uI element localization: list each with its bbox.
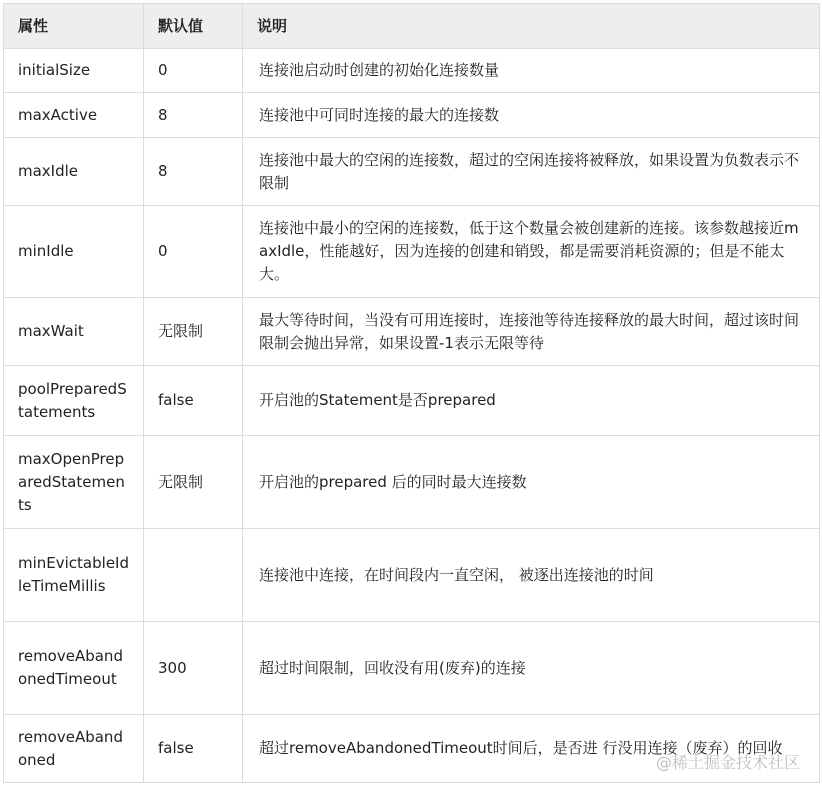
property-default: 0 [144, 49, 243, 93]
table-row [4, 93, 820, 138]
table-row [4, 366, 820, 436]
property-description: 连接池中连接，在时间段内一直空闲， 被逐出连接池的时间 [243, 529, 820, 622]
property-description: 连接池中可同时连接的最大的连接数 [243, 93, 820, 138]
property-description: 超过时间限制，回收没有用(废弃)的连接 [243, 622, 820, 715]
header-description: 说明 [243, 4, 820, 49]
table-row [4, 436, 820, 529]
properties-table [3, 3, 820, 783]
property-name: maxWait [4, 298, 144, 366]
property-default: false [144, 366, 243, 436]
table-row [4, 298, 820, 366]
property-name: poolPreparedStatements [4, 366, 144, 436]
property-default: 300 [144, 622, 243, 715]
table-row [4, 206, 820, 298]
table-header-row [4, 4, 820, 49]
property-default [144, 529, 243, 622]
property-default: 8 [144, 138, 243, 206]
property-default: 无限制 [144, 298, 243, 366]
property-description: 超过removeAbandonedTimeout时间后，是否进 行没用连接（废弃）的回收 [243, 715, 820, 783]
watermark: @稀土掘金技术社区 [655, 753, 800, 772]
header-default: 默认值 [144, 4, 243, 49]
property-name: initialSize [4, 49, 144, 93]
property-description: 最大等待时间，当没有可用连接时，连接池等待连接释放的最大时间，超过该时间限制会抛出异常，如果设置-1表示无限等待 [243, 298, 820, 366]
property-name: maxOpenPreparedStatements [4, 436, 144, 529]
table-row [4, 138, 820, 206]
property-name: minIdle [4, 206, 144, 298]
property-default: false [144, 715, 243, 783]
property-name: maxActive [4, 93, 144, 138]
table-row [4, 622, 820, 715]
property-description: 开启池的Statement是否prepared [243, 366, 820, 436]
property-description: 开启池的prepared 后的同时最大连接数 [243, 436, 820, 529]
property-default: 8 [144, 93, 243, 138]
property-name: minEvictableIdleTimeMillis [4, 529, 144, 622]
property-default: 0 [144, 206, 243, 298]
property-description: 连接池启动时创建的初始化连接数量 [243, 49, 820, 93]
property-description: 连接池中最小的空闲的连接数，低于这个数量会被创建新的连接。该参数越接近maxIdle，性能越好，因为连接的创建和销毁，都是需要消耗资源的；但是不能太大。 [243, 206, 820, 298]
property-name: maxIdle [4, 138, 144, 206]
table-row [4, 529, 820, 622]
table-row [4, 49, 820, 93]
property-default: 无限制 [144, 436, 243, 529]
property-name: removeAbandonedTimeout [4, 622, 144, 715]
property-name: removeAbandoned [4, 715, 144, 783]
property-description: 连接池中最大的空闲的连接数，超过的空闲连接将被释放，如果设置为负数表示不限制 [243, 138, 820, 206]
header-property: 属性 [4, 4, 144, 49]
